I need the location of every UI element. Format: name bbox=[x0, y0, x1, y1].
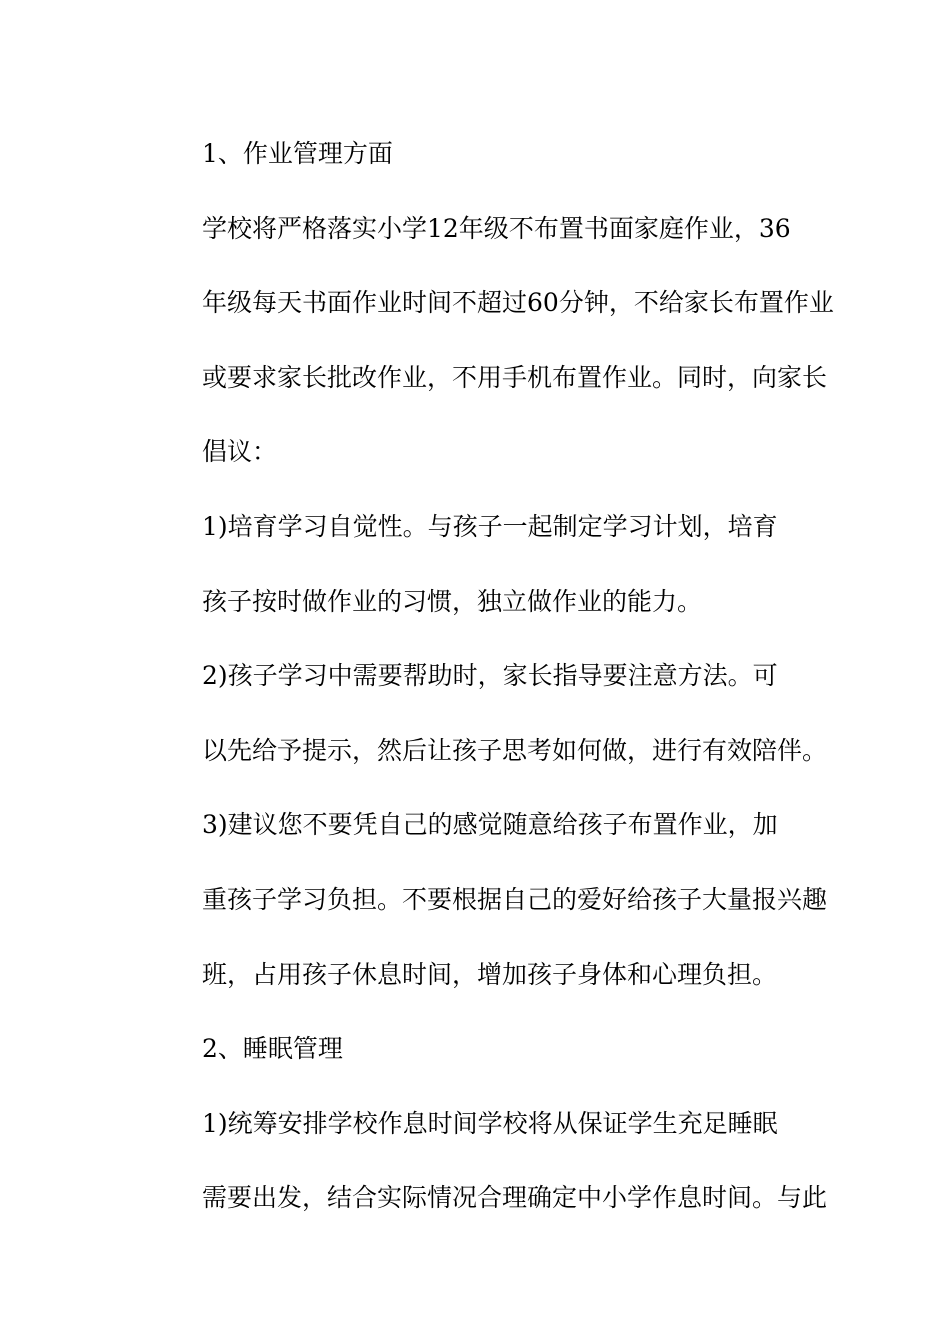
text-line: 倡议： bbox=[202, 437, 278, 467]
text-line: 班，占用孩子休息时间，增加孩子身体和心理负担。 bbox=[202, 959, 778, 989]
text-line: 学校将严格落实小学12年级不布置书面家庭作业，36 bbox=[202, 213, 791, 243]
list-item-burden bbox=[152, 788, 828, 1012]
text-line: 重孩子学习负担。不要根据自己的爱好给孩子大量报兴趣 bbox=[202, 884, 828, 914]
section-heading-sleep bbox=[152, 1012, 802, 1087]
text-line: 3)建议您不要凭自己的感觉随意给孩子布置作业，加 bbox=[202, 810, 778, 840]
section-heading-homework bbox=[152, 117, 802, 192]
list-item-self-discipline bbox=[152, 490, 802, 639]
paragraph-sleep-schedule bbox=[152, 1087, 828, 1236]
document-body bbox=[152, 117, 834, 1236]
text-line: 孩子按时做作业的习惯，独立做作业的能力。 bbox=[202, 586, 703, 616]
text-line: 1)培育学习自觉性。与孩子一起制定学习计划，培育 bbox=[202, 511, 778, 541]
text-line: 1)统筹安排学校作息时间学校将从保证学生充足睡眠 bbox=[202, 1108, 778, 1138]
text-line: 2、睡眠管理 bbox=[202, 1034, 343, 1064]
paragraph-homework-policy bbox=[152, 192, 834, 490]
text-line: 2)孩子学习中需要帮助时，家长指导要注意方法。可 bbox=[202, 661, 778, 691]
list-item-guidance bbox=[152, 639, 828, 788]
text-line: 1、作业管理方面 bbox=[202, 139, 393, 168]
text-line: 或要求家长批改作业，不用手机布置作业。同时，向家长 bbox=[202, 362, 828, 392]
text-line: 以先给予提示，然后让孩子思考如何做，进行有效陪伴。 bbox=[202, 735, 828, 765]
text-line: 年级每天书面作业时间不超过60分钟，不给家长布置作业 bbox=[202, 288, 834, 318]
text-line: 需要出发，结合实际情况合理确定中小学作息时间。与此 bbox=[202, 1183, 828, 1213]
